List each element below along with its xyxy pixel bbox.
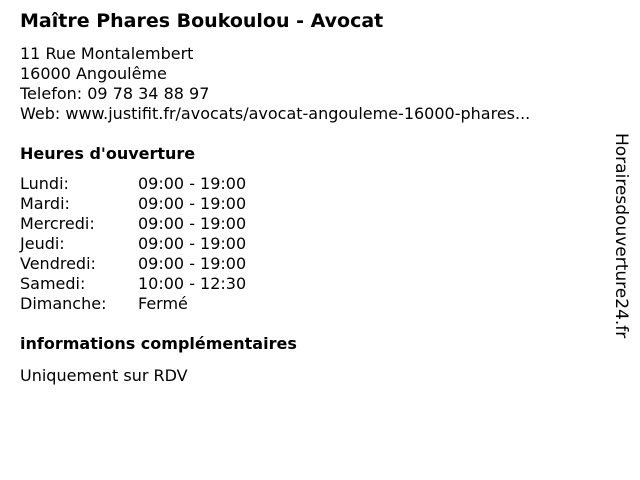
hours-time: 10:00 - 12:30 <box>138 274 247 293</box>
hours-day: Dimanche: <box>20 294 107 313</box>
hours-row-thursday <box>20 234 246 254</box>
hours-row-monday <box>20 174 246 194</box>
hours-time: 09:00 - 19:00 <box>138 194 247 213</box>
opening-hours-heading: Heures d'ouverture <box>20 144 196 163</box>
site-watermark: Horairesdouverture24.fr <box>611 133 631 339</box>
business-title: Maître Phares Boukoulou - Avocat <box>20 10 384 32</box>
hours-time: 09:00 - 19:00 <box>138 234 247 253</box>
additional-info-heading: informations complémentaires <box>20 334 297 353</box>
hours-time: Fermé <box>138 294 188 313</box>
hours-day: Jeudi: <box>20 234 65 253</box>
hours-row-sunday <box>20 294 246 314</box>
hours-day: Samedi: <box>20 274 86 293</box>
hours-row-tuesday <box>20 194 246 214</box>
phone-number: Telefon: 09 78 34 88 97 <box>20 84 210 103</box>
hours-day: Mardi: <box>20 194 70 213</box>
hours-day: Vendredi: <box>20 254 96 273</box>
hours-row-wednesday <box>20 214 246 234</box>
website-url: Web: www.justifit.fr/avocats/avocat-angouleme-16000-phares... <box>20 104 531 123</box>
hours-time: 09:00 - 19:00 <box>138 254 247 273</box>
hours-time: 09:00 - 19:00 <box>138 214 247 233</box>
city-address: 16000 Angoulême <box>20 64 167 83</box>
hours-day: Lundi: <box>20 174 69 193</box>
additional-info-text: Uniquement sur RDV <box>20 366 188 385</box>
hours-row-saturday <box>20 274 246 294</box>
hours-day: Mercredi: <box>20 214 95 233</box>
business-contact <box>20 44 530 124</box>
opening-hours-table <box>20 174 246 314</box>
hours-row-friday <box>20 254 246 274</box>
hours-time: 09:00 - 19:00 <box>138 174 247 193</box>
street-address: 11 Rue Montalembert <box>20 44 194 63</box>
